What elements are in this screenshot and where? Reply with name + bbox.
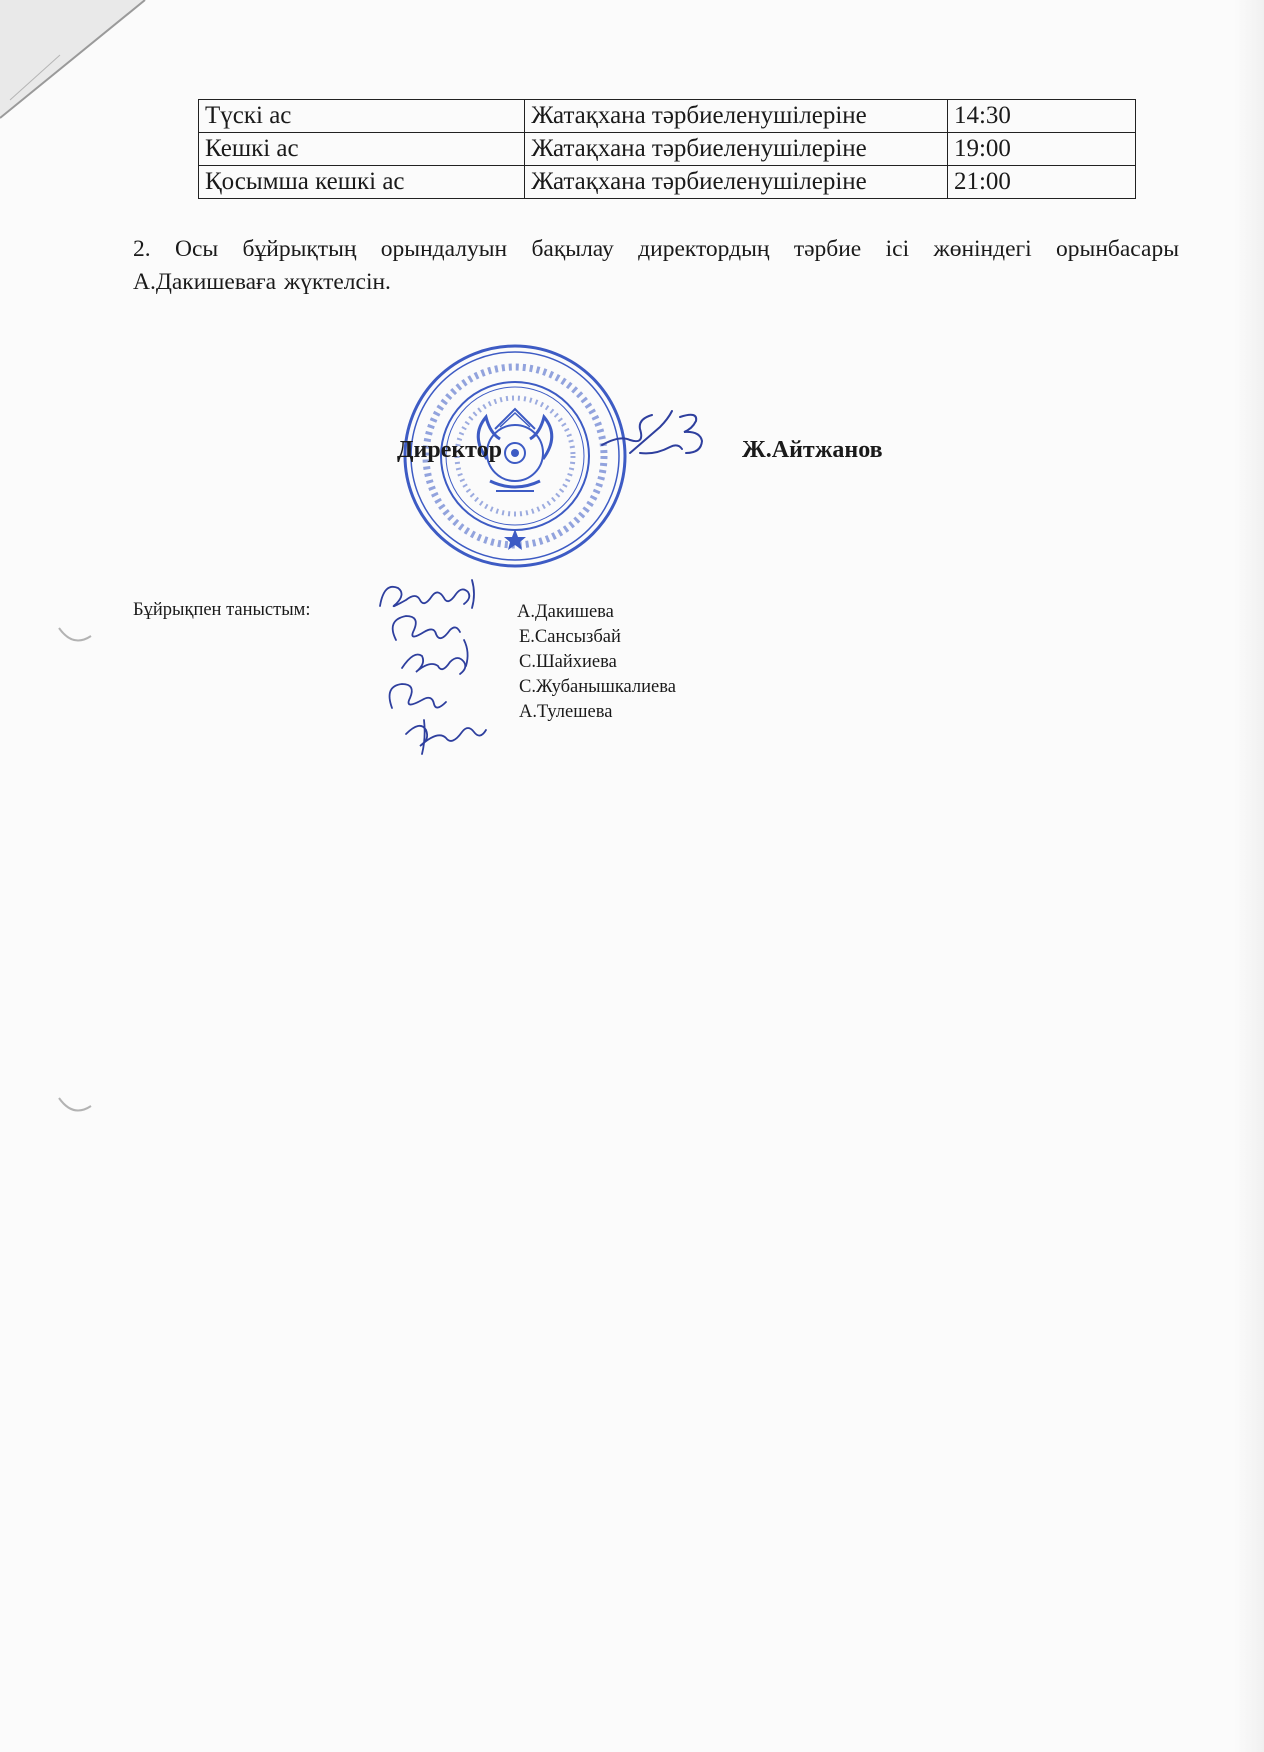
punch-hole-mark	[55, 1092, 95, 1122]
acknowledgement-label: Бұйрықпен таныстым:	[133, 600, 311, 620]
order-paragraph-2: 2. Осы бұйрықтың орындалуын бақылау директордың тәрбие ісі жөніндегі орынбасары А.Дакишеваға жүктелсін.	[133, 236, 1179, 295]
list-item: С.Жубанышкалиева	[519, 677, 676, 697]
director-name: Ж.Айтжанов	[742, 437, 883, 463]
recipients-cell: Жатақхана тәрбиеленушілеріне	[525, 100, 948, 133]
staff-signatures	[376, 570, 516, 755]
scan-edge-shadow	[1234, 0, 1264, 1752]
list-item: А.Дакишева	[517, 602, 614, 622]
page-fold-corner	[0, 0, 160, 120]
punch-hole-mark	[55, 622, 95, 652]
meal-cell: Түскі ас	[199, 100, 525, 133]
meal-cell: Қосымша кешкі ас	[199, 166, 525, 199]
recipients-cell: Жатақхана тәрбиеленушілеріне	[525, 133, 948, 166]
table-row	[199, 100, 1136, 133]
list-item: Е.Сансызбай	[519, 627, 621, 647]
time-cell: 21:00	[947, 166, 1135, 199]
time-cell: 14:30	[947, 100, 1135, 133]
director-signature	[600, 405, 720, 470]
meals-schedule-table	[198, 99, 1136, 199]
table-row	[199, 166, 1136, 199]
list-item: С.Шайхиева	[519, 652, 617, 672]
acknowledgement-names-list	[519, 600, 676, 725]
time-cell: 19:00	[947, 133, 1135, 166]
list-item: А.Тулешева	[519, 702, 613, 722]
table-row	[199, 133, 1136, 166]
meal-cell: Кешкі ас	[199, 133, 525, 166]
director-title: Директор	[397, 437, 502, 463]
recipients-cell: Жатақхана тәрбиеленушілеріне	[525, 166, 948, 199]
